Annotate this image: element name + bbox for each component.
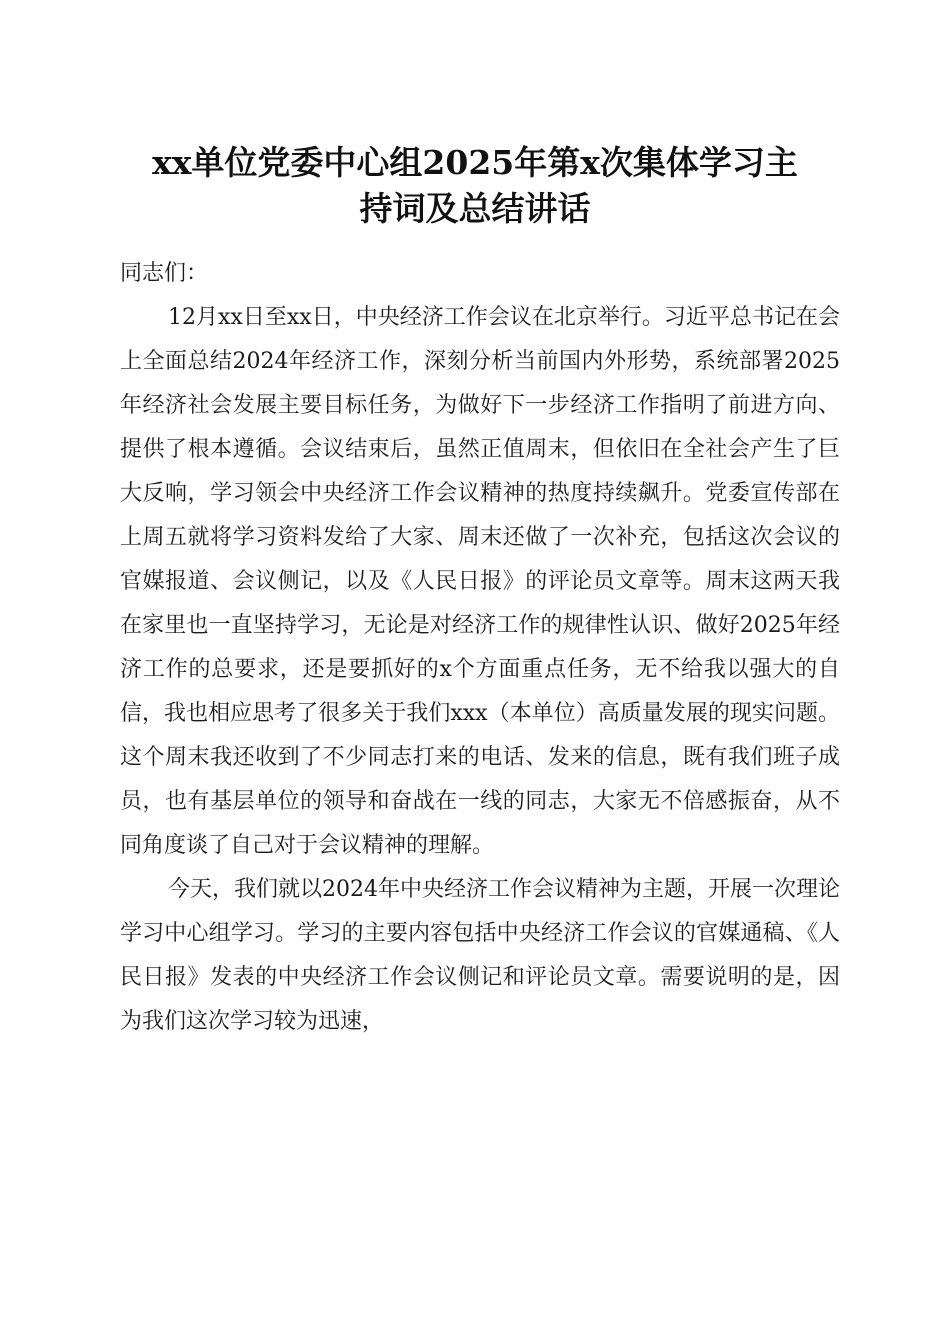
paragraph-2: 今天，我们就以2024年中央经济工作会议精神为主题，开展一次理论学习中心组学习。学习的主要内容包括中央经济工作会议的官媒通稿、《人民日报》发表的中央经济工作会议侧记和评论员文章。需要说明的是，因为我们这次学习较为迅速， bbox=[120, 877, 840, 1034]
salutation: 同志们： bbox=[120, 261, 209, 286]
title-line-1: xx单位党委中心组2025年第x次集体学习主 bbox=[152, 143, 798, 182]
document-title bbox=[118, 140, 832, 232]
title-line-2: 持词及总结讲话 bbox=[359, 189, 591, 228]
document-body bbox=[120, 252, 840, 1044]
paragraph-1: 12月xx日至xx日，中央经济工作会议在北京举行。习近平总书记在会上全面总结2024年经济工作，深刻分析当前国内外形势，系统部署2025年经济社会发展主要目标任务，为做好下一步经济工作指明了前进方向、提供了根本遵循。会议结束后，虽然正值周末，但依旧在全社会产生了巨大反响，学习领会中央经济工作会议精神的热度持续飙升。党委宣传部在上周五就将学习资料发给了大家、周末还做了一次补充，包括这次会议的官媒报道、会议侧记，以及《人民日报》的评论员文章等。周末这两天我在家里也一直坚持学习，无论是对经济工作的规律性认识、做好2025年经济工作的总要求，还是要抓好的x个方面重点任务，无不给我以强大的自信，我也相应思考了很多关于我们xxx（本单位）高质量发展的现实问题。这个周末我还收到了不少同志打来的电话、发来的信息，既有我们班子成员，也有基层单位的领导和奋战在一线的同志，大家无不倍感振奋，从不同角度谈了自己对于会议精神的理解。 bbox=[120, 305, 840, 858]
